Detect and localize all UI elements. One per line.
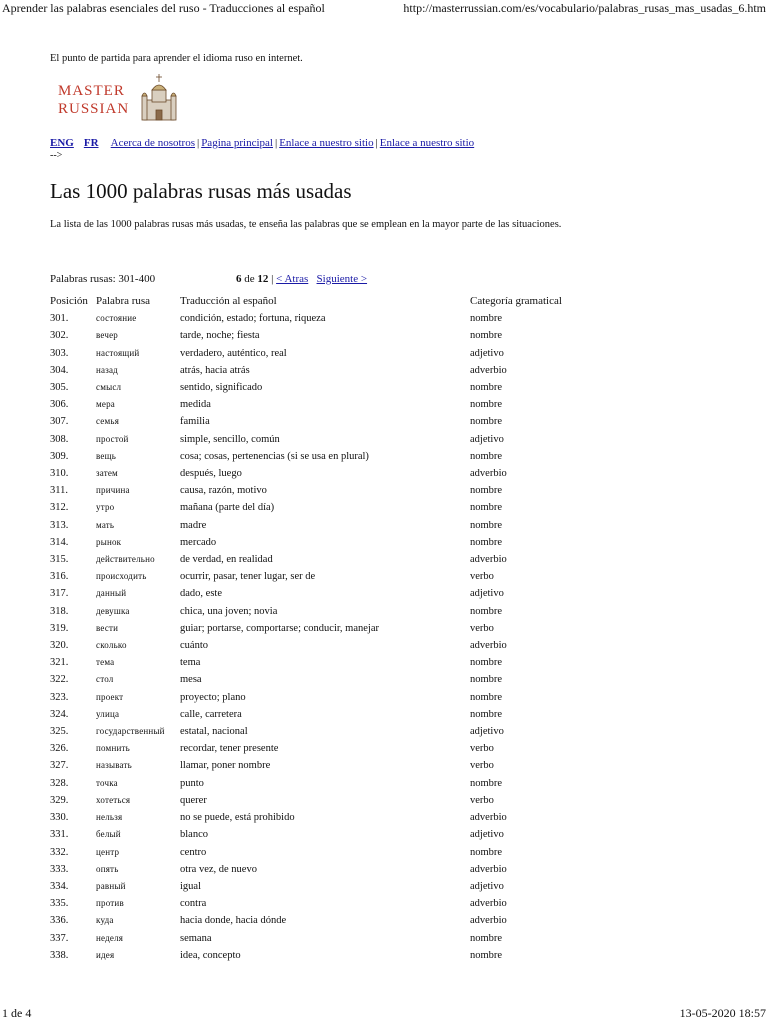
pager-of: de: [244, 273, 255, 285]
table-row: [50, 775, 590, 792]
spanish-translation-cell: condición, estado; fortuna, riqueza: [180, 313, 326, 325]
spanish-translation-cell: centro: [180, 846, 207, 858]
russian-word-cell: состояние: [96, 313, 137, 324]
position-cell: 307.: [50, 416, 69, 428]
category-cell: nombre: [470, 691, 503, 703]
table-row: [50, 740, 590, 757]
spanish-translation-cell: otra vez, de nuevo: [180, 863, 257, 875]
spanish-translation-cell: familia: [180, 416, 210, 428]
russian-word-cell: действительно: [96, 554, 155, 565]
russian-word-cell: вечер: [96, 330, 118, 341]
spanish-translation-cell: mañana (parte del día): [180, 502, 275, 514]
category-cell: adjetivo: [470, 880, 504, 892]
spanish-translation-cell: idea, concepto: [180, 949, 241, 961]
page-content: [50, 52, 750, 964]
spanish-translation-cell: medida: [180, 399, 211, 411]
position-cell: 320.: [50, 640, 69, 652]
position-cell: 323.: [50, 691, 69, 703]
category-cell: adjetivo: [470, 829, 504, 841]
category-cell: nombre: [470, 502, 503, 514]
position-cell: 333.: [50, 863, 69, 875]
lang-fr-link[interactable]: FR: [83, 137, 99, 149]
russian-word-cell: государственный: [96, 726, 165, 737]
spanish-translation-cell: después, luego: [180, 468, 242, 480]
print-header: [0, 0, 768, 18]
category-cell: adverbio: [470, 863, 507, 875]
russian-word-cell: центр: [96, 846, 120, 857]
position-cell: 338.: [50, 949, 69, 961]
category-cell: nombre: [470, 605, 503, 617]
russian-word-cell: затем: [96, 468, 118, 479]
spanish-translation-cell: igual: [180, 880, 201, 892]
spanish-translation-cell: hacia donde, hacia dónde: [180, 915, 287, 927]
position-cell: 317.: [50, 588, 69, 600]
russian-word-cell: мать: [96, 519, 115, 530]
position-cell: 315.: [50, 554, 69, 566]
nav-comment-tail: -->: [50, 150, 63, 161]
spanish-translation-cell: semana: [180, 932, 212, 944]
russian-word-cell: настоящий: [96, 347, 140, 358]
spanish-translation-cell: no se puede, está prohibido: [180, 812, 295, 824]
position-cell: 335.: [50, 898, 69, 910]
spanish-translation-cell: verdadero, auténtico, real: [180, 347, 287, 359]
spanish-translation-cell: tarde, noche; fiesta: [180, 330, 260, 342]
nav-home-link[interactable]: Pagina principal: [201, 137, 273, 149]
table-row: [50, 362, 590, 379]
position-cell: 328.: [50, 777, 69, 789]
russian-word-cell: куда: [96, 915, 114, 926]
russian-word-cell: называть: [96, 760, 132, 771]
table-row: [50, 327, 590, 344]
russian-word-cell: семья: [96, 416, 120, 427]
spanish-translation-cell: mesa: [180, 674, 202, 686]
site-tagline: El punto de partida para aprender el idioma ruso en internet.: [50, 53, 303, 64]
category-cell: nombre: [470, 382, 503, 394]
category-cell: nombre: [470, 330, 503, 342]
position-cell: 312.: [50, 502, 69, 514]
position-cell: 334.: [50, 880, 69, 892]
table-row: [50, 585, 590, 602]
position-cell: 303.: [50, 347, 69, 359]
position-cell: 321.: [50, 657, 69, 669]
category-cell: adverbio: [470, 898, 507, 910]
site-logo[interactable]: [56, 72, 186, 126]
spanish-translation-cell: llamar, poner nombre: [180, 760, 271, 772]
category-cell: verbo: [470, 622, 494, 634]
category-cell: nombre: [470, 777, 503, 789]
table-row: [50, 499, 590, 516]
position-cell: 332.: [50, 846, 69, 858]
position-cell: 309.: [50, 450, 69, 462]
print-footer: [0, 1006, 768, 1024]
category-cell: adverbio: [470, 915, 507, 927]
spanish-translation-cell: atrás, hacia atrás: [180, 364, 250, 376]
spanish-translation-cell: cosa; cosas, pertenencias (si se usa en plural): [180, 450, 369, 462]
russian-word-cell: утро: [96, 502, 115, 513]
spanish-translation-cell: ocurrir, pasar, tener lugar, ser de: [180, 571, 316, 583]
table-row: [50, 826, 590, 843]
table-body: [50, 310, 590, 964]
category-cell: nombre: [470, 932, 503, 944]
position-cell: 306.: [50, 399, 69, 411]
table-row: [50, 706, 590, 723]
russian-word-cell: идея: [96, 949, 115, 960]
page-heading: Las 1000 palabras rusas más usadas: [50, 179, 352, 203]
spanish-translation-cell: de verdad, en realidad: [180, 554, 273, 566]
table-row: [50, 413, 590, 430]
table-row: [50, 912, 590, 929]
category-cell: adverbio: [470, 554, 507, 566]
table-header-row: [50, 293, 590, 310]
position-cell: 311.: [50, 485, 68, 497]
words-table: [50, 293, 590, 964]
col-header-spanish: Traducción al español: [180, 295, 277, 307]
print-datetime: 13-05-2020 18:57: [679, 1006, 766, 1020]
table-row: [50, 534, 590, 551]
category-cell: nombre: [470, 313, 503, 325]
category-cell: nombre: [470, 416, 503, 428]
russian-word-cell: происходить: [96, 571, 147, 582]
table-row: [50, 396, 590, 413]
russian-word-cell: стол: [96, 674, 114, 685]
table-row: [50, 345, 590, 362]
nav-about-link[interactable]: Acerca de nosotros: [110, 137, 195, 149]
russian-word-cell: хотеться: [96, 794, 131, 805]
table-row: [50, 861, 590, 878]
table-row: [50, 654, 590, 671]
total-pages: 12: [257, 273, 269, 285]
category-cell: adjetivo: [470, 726, 504, 738]
category-cell: verbo: [470, 794, 494, 806]
position-cell: 318.: [50, 605, 69, 617]
category-cell: nombre: [470, 485, 503, 497]
russian-word-cell: белый: [96, 829, 121, 840]
logo-line2: RUSSIAN: [58, 101, 130, 117]
russian-word-cell: смысл: [96, 382, 122, 393]
nav-link-to-site-1[interactable]: Enlace a nuestro sitio: [279, 137, 374, 149]
position-cell: 337.: [50, 932, 69, 944]
category-cell: verbo: [470, 743, 494, 755]
russian-word-cell: сколько: [96, 640, 127, 651]
spanish-translation-cell: recordar, tener presente: [180, 743, 279, 755]
table-row: [50, 878, 590, 895]
category-cell: nombre: [470, 450, 503, 462]
russian-word-cell: улица: [96, 708, 120, 719]
russian-word-cell: неделя: [96, 932, 124, 943]
spanish-translation-cell: calle, carretera: [180, 708, 242, 720]
lang-eng-link[interactable]: ENG: [50, 137, 74, 149]
church-logo-icon: [56, 72, 186, 126]
category-cell: nombre: [470, 536, 503, 548]
table-row: [50, 809, 590, 826]
category-cell: nombre: [470, 674, 503, 686]
position-cell: 308.: [50, 433, 69, 445]
russian-word-cell: против: [96, 898, 124, 909]
table-row: [50, 637, 590, 654]
current-page: 6: [236, 273, 242, 285]
table-row: [50, 310, 590, 327]
russian-word-cell: данный: [96, 588, 127, 599]
spanish-translation-cell: blanco: [180, 829, 208, 841]
category-cell: nombre: [470, 657, 503, 669]
category-cell: adverbio: [470, 364, 507, 376]
pager-nav: 6 de 12 | < Atras Siguiente >: [236, 273, 368, 285]
position-cell: 301.: [50, 313, 69, 325]
position-cell: 327.: [50, 760, 69, 772]
position-cell: 313.: [50, 519, 69, 531]
nav-link-to-site-2[interactable]: Enlace a nuestro sitio: [379, 137, 475, 149]
position-cell: 336.: [50, 915, 69, 927]
table-row: [50, 551, 590, 568]
table-row: [50, 517, 590, 534]
position-cell: 331.: [50, 829, 69, 841]
spanish-translation-cell: estatal, nacional: [180, 726, 248, 738]
spanish-translation-cell: sentido, significado: [180, 382, 263, 394]
position-cell: 305.: [50, 382, 69, 394]
russian-word-cell: мера: [96, 399, 115, 410]
col-header-position: Posición: [50, 295, 88, 307]
spanish-translation-cell: tema: [180, 657, 201, 669]
table-row: [50, 379, 590, 396]
intro-text: La lista de las 1000 palabras rusas más usadas, te enseña las palabras que se emplean en la mayor parte de las situaciones.: [50, 219, 562, 230]
spanish-translation-cell: querer: [180, 794, 207, 806]
col-header-category: Categoría gramatical: [470, 295, 562, 307]
position-cell: 330.: [50, 812, 69, 824]
category-cell: adverbio: [470, 640, 507, 652]
category-cell: nombre: [470, 846, 503, 858]
russian-word-cell: тема: [96, 657, 115, 668]
table-row: [50, 844, 590, 861]
russian-word-cell: рынок: [96, 536, 122, 547]
spanish-translation-cell: causa, razón, motivo: [180, 485, 267, 497]
table-row: [50, 603, 590, 620]
table-row: [50, 947, 590, 964]
spanish-translation-cell: madre: [180, 519, 207, 531]
category-cell: nombre: [470, 399, 503, 411]
category-cell: adjetivo: [470, 588, 504, 600]
category-cell: verbo: [470, 571, 494, 583]
spanish-translation-cell: simple, sencillo, común: [180, 433, 280, 445]
position-cell: 329.: [50, 794, 69, 806]
russian-word-cell: проект: [96, 691, 124, 702]
table-row: [50, 620, 590, 637]
position-cell: 314.: [50, 536, 69, 548]
top-nav: ENG FR Acerca de nosotros | Pagina principal | Enlace a nuestro sitio | Enlace a nuestro sitio: [50, 137, 475, 149]
table-row: [50, 895, 590, 912]
category-cell: nombre: [470, 519, 503, 531]
russian-word-cell: простой: [96, 433, 129, 444]
spanish-translation-cell: chica, una joven; novia: [180, 605, 278, 617]
category-cell: verbo: [470, 760, 494, 772]
russian-word-cell: назад: [96, 364, 118, 375]
table-row: [50, 689, 590, 706]
position-cell: 319.: [50, 622, 69, 634]
position-cell: 324.: [50, 708, 69, 720]
position-cell: 310.: [50, 468, 69, 480]
table-row: [50, 568, 590, 585]
russian-word-cell: опять: [96, 863, 119, 874]
position-cell: 302.: [50, 330, 69, 342]
russian-word-cell: равный: [96, 880, 126, 891]
table-row: [50, 930, 590, 947]
table-row: [50, 431, 590, 448]
category-cell: adjetivo: [470, 433, 504, 445]
col-header-russian: Palabra rusa: [96, 295, 151, 307]
russian-word-cell: точка: [96, 777, 118, 788]
category-cell: adverbio: [470, 468, 507, 480]
russian-word-cell: помнить: [96, 743, 130, 754]
table-row: [50, 757, 590, 774]
russian-word-cell: нельзя: [96, 812, 123, 823]
table-row: [50, 723, 590, 740]
spanish-translation-cell: mercado: [180, 536, 217, 548]
category-cell: nombre: [470, 949, 503, 961]
table-row: [50, 465, 590, 482]
spanish-translation-cell: punto: [180, 777, 204, 789]
position-cell: 316.: [50, 571, 69, 583]
category-cell: nombre: [470, 708, 503, 720]
print-page-title: Aprender las palabras esenciales del ruso - Traducciones al español: [2, 1, 325, 15]
category-cell: adverbio: [470, 812, 507, 824]
print-page-number: 1 de 4: [2, 1006, 32, 1020]
spanish-translation-cell: cuánto: [180, 640, 208, 652]
table-row: [50, 792, 590, 809]
range-label: Palabras rusas: 301-400: [50, 273, 156, 285]
category-cell: adjetivo: [470, 347, 504, 359]
russian-word-cell: девушка: [96, 605, 130, 616]
table-row: [50, 482, 590, 499]
prev-page-link[interactable]: < Atras: [276, 273, 309, 285]
spanish-translation-cell: guiar; portarse, comportarse; conducir, manejar: [180, 622, 379, 634]
position-cell: 304.: [50, 364, 69, 376]
position-cell: 322.: [50, 674, 69, 686]
russian-word-cell: вести: [96, 622, 119, 633]
print-page-url: http://masterrussian.com/es/vocabulario/palabras_rusas_mas_usadas_6.htm: [403, 1, 766, 15]
spanish-translation-cell: dado, este: [180, 588, 222, 600]
position-cell: 325.: [50, 726, 69, 738]
russian-word-cell: вещь: [96, 450, 117, 461]
logo-line1: MASTER: [58, 83, 125, 99]
pager: [50, 272, 750, 286]
table-row: [50, 448, 590, 465]
russian-word-cell: причина: [96, 485, 130, 496]
spanish-translation-cell: contra: [180, 898, 207, 910]
next-page-link[interactable]: Siguiente >: [316, 273, 368, 285]
position-cell: 326.: [50, 743, 69, 755]
table-row: [50, 671, 590, 688]
spanish-translation-cell: proyecto; plano: [180, 691, 246, 703]
